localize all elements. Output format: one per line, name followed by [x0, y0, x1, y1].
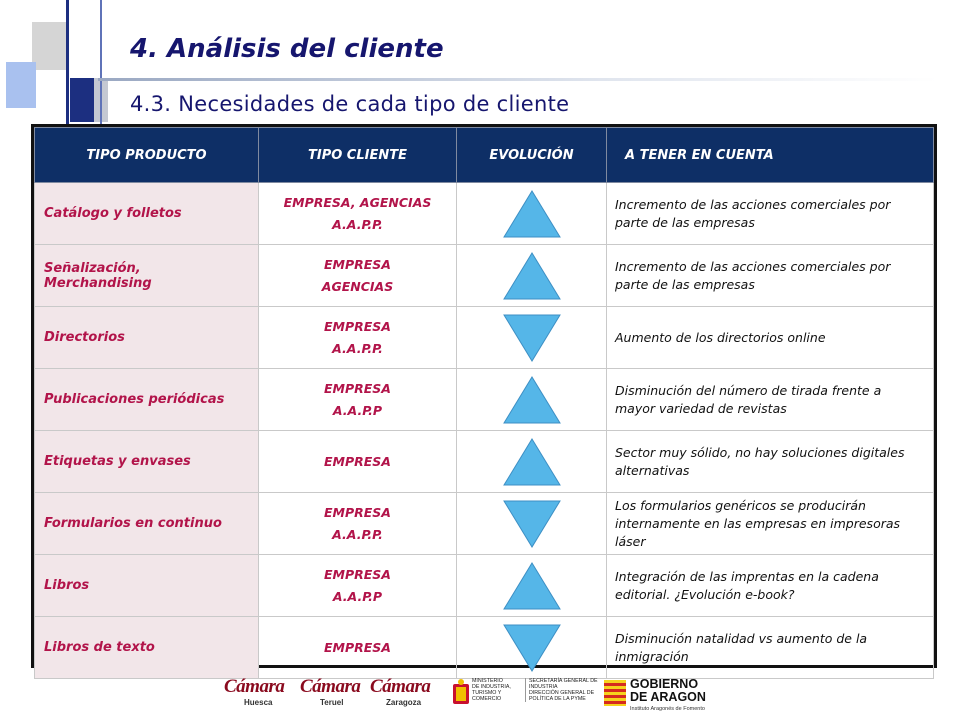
- client-type-line: A.A.P.P: [332, 402, 383, 418]
- triangle-up-icon: [501, 374, 563, 426]
- spain-coat-of-arms-icon: [452, 678, 470, 708]
- table-header-row: [35, 128, 934, 183]
- page-subtitle: 4.3. Necesidades de cada tipo de cliente: [130, 92, 570, 116]
- table-row: [35, 307, 934, 369]
- client-type-cell: [259, 245, 457, 307]
- consideration-cell: Aumento de los directorios online: [607, 307, 934, 369]
- client-type-line: EMPRESA, AGENCIAS: [283, 194, 432, 210]
- client-type-cell: [259, 493, 457, 555]
- client-type-cell: [259, 307, 457, 369]
- decor-block-lightblue: [6, 62, 36, 108]
- product-type-cell: Publicaciones periódicas: [35, 369, 259, 431]
- evolution-cell: [457, 369, 607, 431]
- camara-zaragoza-city: Zaragoza: [386, 698, 422, 707]
- camara-huesca-city: Huesca: [244, 698, 273, 707]
- evolution-cell: [457, 617, 607, 679]
- consideration-cell: Incremento de las acciones comerciales por parte de las empresas: [607, 183, 934, 245]
- consideration-cell: Integración de las imprentas en la cadena editorial. ¿Evolución e-book?: [607, 555, 934, 617]
- product-type-cell: Señalización, Merchandising: [35, 245, 259, 307]
- header-tipo-cliente: TIPO CLIENTE: [259, 128, 457, 183]
- table-row: [35, 183, 934, 245]
- evolution-cell: [457, 493, 607, 555]
- camara-huesca-logo: Cámara Huesca: [224, 676, 285, 707]
- evolution-cell: [457, 307, 607, 369]
- client-type-line: EMPRESA: [324, 639, 391, 655]
- table-row: [35, 431, 934, 493]
- client-type-line: EMPRESA: [324, 453, 391, 469]
- evolution-cell: [457, 555, 607, 617]
- product-type-cell: Catálogo y folletos: [35, 183, 259, 245]
- evolution-cell: [457, 245, 607, 307]
- client-type-line: AGENCIAS: [321, 278, 394, 294]
- triangle-up-icon: [501, 436, 563, 488]
- camara-zaragoza-logo: Cámara Zaragoza: [370, 676, 431, 707]
- decor-block-gray: [32, 22, 66, 70]
- client-needs-table: [31, 124, 937, 668]
- triangle-down-icon: [501, 622, 563, 674]
- header-evolucion: EVOLUCIÓN: [457, 128, 607, 183]
- client-type-cell: [259, 555, 457, 617]
- aragon-subtitle: Instituto Aragonés de Fomento: [630, 706, 705, 712]
- ministerio-right-text: SECRETARÍA GENERAL DE INDUSTRIA DIRECCIÓN GENERAL DE POLÍTICA DE LA PYME: [525, 678, 601, 702]
- camara-teruel-city: Teruel: [320, 698, 344, 707]
- consideration-cell: Disminución del número de tirada frente a mayor variedad de revistas: [607, 369, 934, 431]
- product-type-cell: Etiquetas y envases: [35, 431, 259, 493]
- client-type-cell: [259, 431, 457, 493]
- table-row: [35, 493, 934, 555]
- camara-teruel-logo: Cámara Teruel: [300, 676, 361, 707]
- triangle-up-icon: [501, 188, 563, 240]
- client-type-line: EMPRESA: [324, 256, 391, 272]
- header-a-tener-en-cuenta: A TENER EN CUENTA: [607, 128, 934, 183]
- page-title: 4. Análisis del cliente: [130, 34, 444, 64]
- client-type-line: EMPRESA: [324, 566, 391, 582]
- client-type-cell: [259, 617, 457, 679]
- aragon-title: GOBIERNO DE ARAGON: [630, 677, 706, 704]
- consideration-cell: Disminución natalidad vs aumento de la inmigración: [607, 617, 934, 679]
- header-tipo-producto: TIPO PRODUCTO: [35, 128, 259, 183]
- product-type-cell: Directorios: [35, 307, 259, 369]
- consideration-cell: Incremento de las acciones comerciales por parte de las empresas: [607, 245, 934, 307]
- evolution-cell: [457, 431, 607, 493]
- product-type-cell: Libros: [35, 555, 259, 617]
- client-type-cell: [259, 369, 457, 431]
- table-row: [35, 369, 934, 431]
- client-type-line: A.A.P.P.: [332, 216, 383, 232]
- triangle-down-icon: [501, 312, 563, 364]
- client-type-line: EMPRESA: [324, 318, 391, 334]
- aragon-flag-icon: [604, 680, 626, 706]
- table-row: [35, 245, 934, 307]
- product-type-cell: Formularios en continuo: [35, 493, 259, 555]
- triangle-down-icon: [501, 498, 563, 550]
- client-type-line: A.A.P.P.: [332, 526, 383, 542]
- consideration-cell: Los formularios genéricos se producirán internamente en las empresas en impresoras láser: [607, 493, 934, 555]
- evolution-cell: [457, 183, 607, 245]
- ministerio-left-text: MINISTERIO DE INDUSTRIA, TURISMO Y COMERCIO: [472, 678, 511, 702]
- client-type-line: A.A.P.P.: [332, 340, 383, 356]
- table-row: [35, 555, 934, 617]
- title-divider: [98, 78, 938, 81]
- triangle-up-icon: [501, 250, 563, 302]
- footer-logos: [0, 672, 960, 720]
- product-type-cell: Libros de texto: [35, 617, 259, 679]
- gobierno-aragon-logo: [604, 678, 714, 716]
- table-row: [35, 617, 934, 679]
- client-type-line: A.A.P.P: [332, 588, 383, 604]
- ministerio-industria-logo: [452, 678, 602, 714]
- client-type-line: EMPRESA: [324, 380, 391, 396]
- consideration-cell: Sector muy sólido, no hay soluciones digitales alternativas: [607, 431, 934, 493]
- client-type-cell: [259, 183, 457, 245]
- decor-line-vertical-2: [100, 0, 102, 124]
- decor-line-vertical-1: [66, 0, 69, 124]
- client-type-line: EMPRESA: [324, 504, 391, 520]
- triangle-up-icon: [501, 560, 563, 612]
